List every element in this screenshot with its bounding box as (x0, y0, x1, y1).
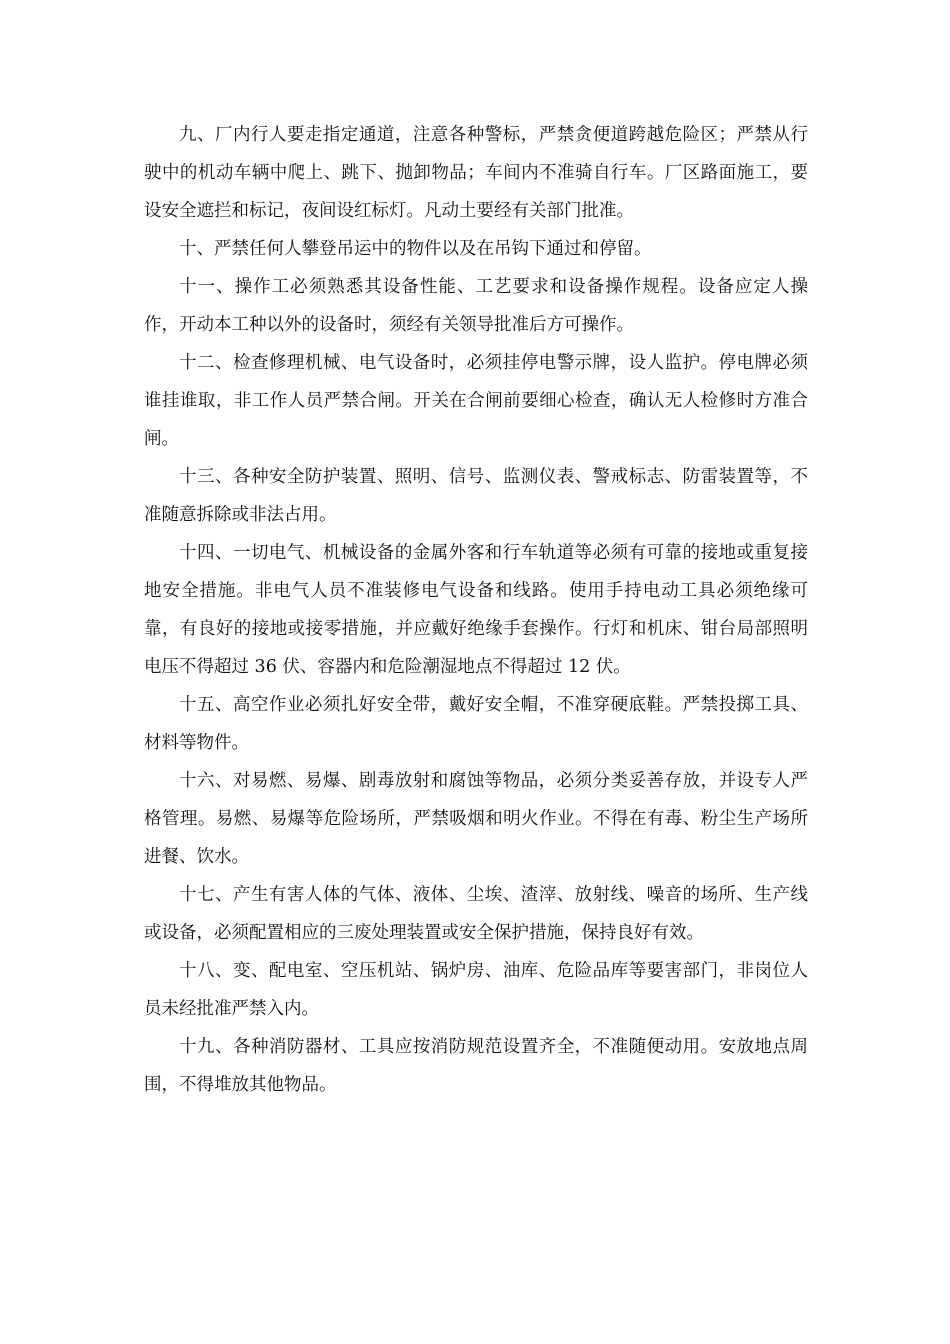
rule-paragraph-10: 十、严禁任何人攀登吊运中的物件以及在吊钩下通过和停留。 (179, 239, 652, 259)
rule-paragraph-17: 十七、产生有害人体的气体、液体、尘埃、渣滓、放射线、噪音的场所、生产线或设备，必须配置相应的三废处理装置或安全保护措施，保持良好有效。 (144, 885, 808, 943)
document-body (144, 116, 808, 1104)
rule-paragraph-19: 十九、各种消防器材、工具应按消防规范设置齐全，不准随便动用。安放地点周围，不得堆放其他物品。 (144, 1037, 808, 1095)
rule-paragraph-16: 十六、对易燃、易爆、剧毒放射和腐蚀等物品，必须分类妥善存放，并设专人严格管理。易燃、易爆等危险场所，严禁吸烟和明火作业。不得在有毒、粉尘生产场所进餐、饮水。 (144, 771, 808, 867)
rule-paragraph-9: 九、厂内行人要走指定通道，注意各种警标，严禁贪便道跨越危险区；严禁从行驶中的机动车辆中爬上、跳下、抛卸物品；车间内不准骑自行车。厂区路面施工，要设安全遮拦和标记，夜间设红标灯。凡动土要经有关部门批准。 (144, 125, 808, 221)
rule-paragraph-18: 十八、变、配电室、空压机站、锅炉房、油库、危险品库等要害部门，非岗位人员未经批准严禁入内。 (144, 961, 808, 1019)
rule-paragraph-12: 十二、检查修理机械、电气设备时，必须挂停电警示牌，设人监护。停电牌必须谁挂谁取，非工作人员严禁合闸。开关在合闸前要细心检查，确认无人检修时方准合闸。 (144, 353, 808, 449)
rule-paragraph-13: 十三、各种安全防护装置、照明、信号、监测仪表、警戒标志、防雷装置等，不准随意拆除或非法占用。 (144, 467, 808, 525)
rule-paragraph-11: 十一、操作工必须熟悉其设备性能、工艺要求和设备操作规程。设备应定人操作，开动本工种以外的设备时，须经有关领导批准后方可操作。 (144, 277, 808, 335)
rule-paragraph-14: 十四、一切电气、机械设备的金属外客和行车轨道等必须有可靠的接地或重复接地安全措施。非电气人员不准装修电气设备和线路。使用手持电动工具必须绝缘可靠，有良好的接地或接零措施，并应戴好绝缘手套操作。行灯和机床、钳台局部照明电压不得超过 36 伏、容器内和危险潮湿地点不得超过 12 伏。 (144, 543, 808, 677)
rule-paragraph-15: 十五、高空作业必须扎好安全带，戴好安全帽，不准穿硬底鞋。严禁投掷工具、材料等物件。 (144, 695, 808, 753)
